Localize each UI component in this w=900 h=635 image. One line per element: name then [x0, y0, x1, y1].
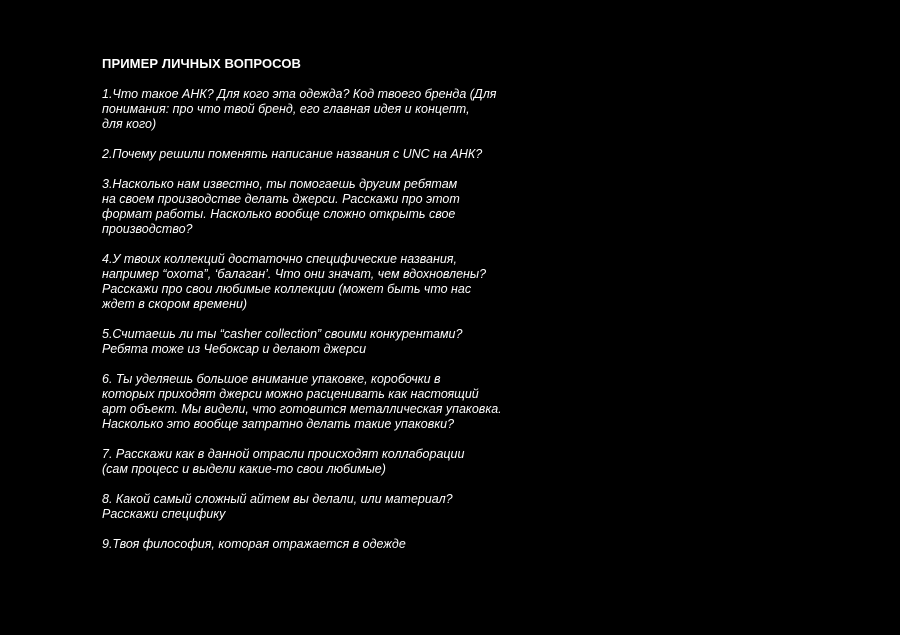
question-5: 5.Считаешь ли ты “casher collection” своими конкурентами? Ребята тоже из Чебоксар и делают джерси	[102, 327, 463, 356]
question-1: 1.Что такое АНК? Для кого эта одежда? Код твоего бренда (Для понимания: про что твой бренд, его главная идея и концепт, для кого)	[102, 87, 497, 131]
question-6: 6. Ты уделяешь большое внимание упаковке, коробочки в которых приходят джерси можно расценивать как настоящий арт объект. Мы видели, что готовится металлическая упаковка. Насколько это вообще затратно делать такие упаковки?	[102, 372, 502, 431]
questions-block	[102, 56, 542, 567]
question-7: 7. Расскажи как в данной отрасли происходят коллаборации (сам процесс и выдели какие-то свои любимые)	[102, 447, 465, 476]
document-title: ПРИМЕР ЛИЧНЫХ ВОПРОСОВ	[102, 56, 302, 71]
question-4: 4.У твоих коллекций достаточно специфические названия, например “охота”, ‘балаган’. Что они значат, чем вдохновлены? Расскажи про свои любимые коллекции (может быть что нас ждет в скором времени)	[102, 252, 487, 311]
question-8: 8. Какой самый сложный айтем вы делали, или материал? Расскажи специфику	[102, 492, 453, 521]
question-3: 3.Насколько нам известно, ты помогаешь другим ребятам на своем производстве делать джерси. Расскажи про этот формат работы. Насколько вообще сложно открыть свое производство?	[102, 177, 460, 236]
question-2: 2.Почему решили поменять написание названия с UNC на АНК?	[102, 147, 483, 161]
question-9: 9.Твоя философия, которая отражается в одежде	[102, 537, 406, 551]
